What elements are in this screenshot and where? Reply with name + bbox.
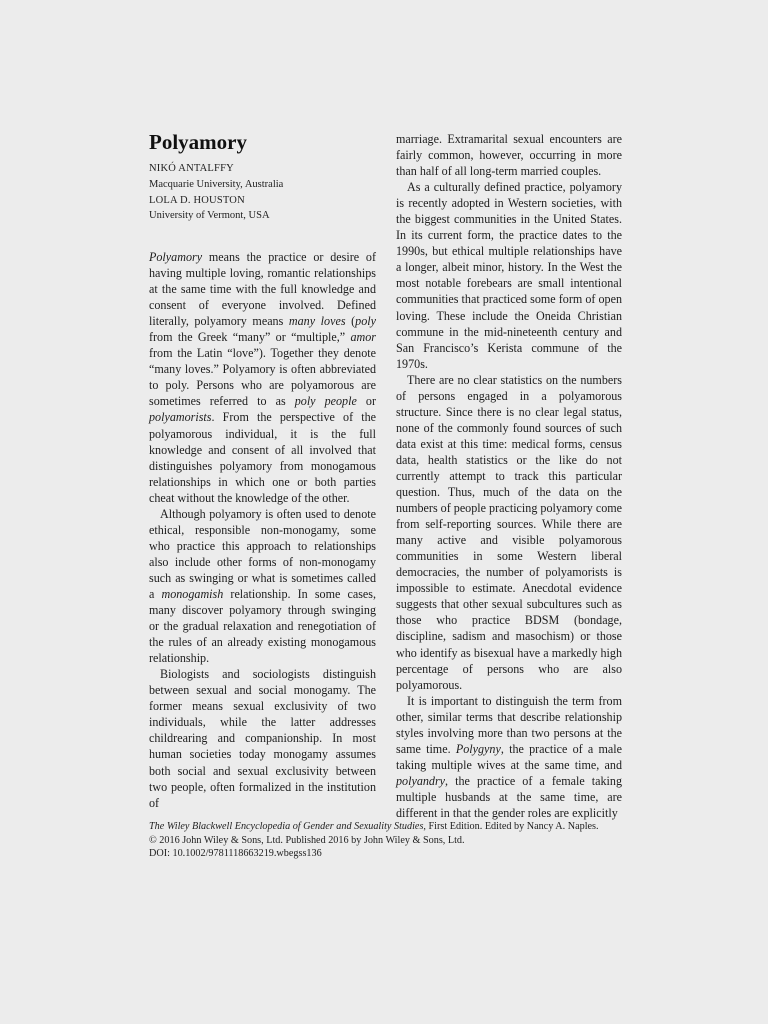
paragraph: Polyamory means the practice or desire of having multiple loving, romantic relationships at the same time with the full knowledge and consent of everyone involved. Defined literally, polyamory means many loves (poly from the Greek “many” or “multiple,” amor from the Latin “love”). Together they denote “many loves.” Polyamory is often abbreviated to poly. Persons who are polyamorous are sometimes referred to as poly people or polyamorists. From the perspective of the polyamorous individual, it is the full knowledge and consent of all involved that distinguishes polyamory from monogamous relationships in which one or both parties cheat without the knowledge of the other. xyxy=(149,250,376,505)
paragraph: There are no clear statistics on the numbers of persons engaged in a polyamorous structure. Since there is no clear legal status, none of the commonly found sources of such data exist at this time: medical forms, census data, health statistics or the like do not currently attempt to track this particular question. Thus, much of the data on the numbers of people practicing polyamory come from self-reporting sources. While there are many active and visible polyamorous communities in some Western liberal democracies, the number of polyamorists is impossible to estimate. Anecdotal evidence suggests that other sexual subcultures such as those who practice BDSM (bondage, discipline, sadism and masochism) or those who identify as bisexual have a markedly high percentage of persons who are also polyamorous. xyxy=(396,372,623,692)
citation-doi: DOI: 10.1002/9781118663219.wbegss136 xyxy=(149,848,322,859)
citation-copyright: © 2016 John Wiley & Sons, Ltd. Published 2016 by John Wiley & Sons, Ltd. xyxy=(149,834,465,846)
left-column xyxy=(149,249,376,811)
citation-footer xyxy=(149,820,599,861)
paragraph: As a culturally defined practice, polyamory is recently adopted in Western societies, with the biggest communities in the United States. In its current form, the practice dates to the 1990s, but ethical multiple relationships have a longer, albeit minor, history. In the West the most notable forebears are small intentional communities that practiced some form of open loving. These include the Oneida Christian commune in the mid-nineteenth century and San Francisco’s Kerista commune of the 1970s. xyxy=(396,180,622,371)
author-name: NIKÓ ANTALFFY xyxy=(149,163,234,174)
author-name: LOLA D. HOUSTON xyxy=(149,195,245,206)
citation-source: The Wiley Blackwell Encyclopedia of Gender and Sexuality Studies, First Edition. Edited by Nancy A. Naples. xyxy=(149,821,599,832)
author-affiliation: University of Vermont, USA xyxy=(149,210,270,221)
right-column xyxy=(396,131,622,821)
paragraph: marriage. Extramarital sexual encounters are fairly common, however, occurring in more than half of all long-term married couples. xyxy=(396,132,622,179)
paragraph: It is important to distinguish the term from other, similar terms that describe relationship styles involving more than two persons at the same time. Polygyny, the practice of a male taking multiple wives at the same time, and polyandry, the practice of a female taking multiple husbands at the same time, are different in that the gender roles are explicitly xyxy=(396,693,622,820)
paragraph: Although polyamory is often used to denote ethical, responsible non-monogamy, some who practice this approach to relationships also include other forms of non-monogamy such as swinging or what is sometimes called a monogamish relationship. In some cases, many discover polyamory through swinging or the gradual relaxation and renegotiation of the rules of an already existing monogamous relationship. xyxy=(149,506,376,666)
paragraph: Biologists and sociologists distinguish between sexual and social monogamy. The former means sexual exclusivity of two individuals, while the latter addresses childrearing and companionship. In most human societies today monogamy assumes both social and sexual exclusivity between two people, often formalized in the institution of xyxy=(149,667,376,810)
article-title: Polyamory xyxy=(149,130,247,154)
author-affiliation: Macquarie University, Australia xyxy=(149,179,284,190)
